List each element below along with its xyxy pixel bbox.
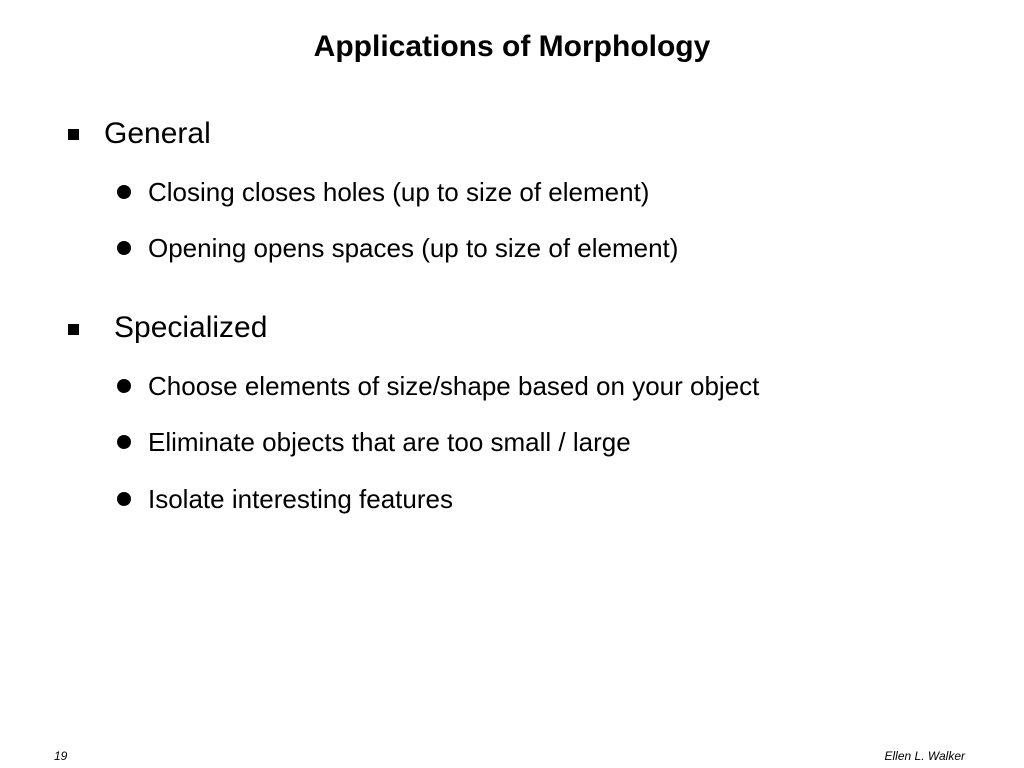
list-item [0,176,1024,210]
list-item [0,426,1024,460]
list-item [0,483,1024,517]
list-item [0,232,1024,266]
author-credit: Ellen L. Walker [884,749,965,763]
round-bullet-icon [117,185,131,199]
square-bullet-icon [68,324,79,335]
list-item-label: Closing closes holes (up to size of element) [148,177,650,207]
list-item-label: Choose elements of size/shape based on your object [148,371,760,401]
square-bullet-icon [68,129,79,140]
round-bullet-icon [117,492,131,506]
round-bullet-icon [117,379,131,393]
section-heading: Specialized [114,311,268,344]
list-item-label: Eliminate objects that are too small / large [148,427,631,457]
section-heading: General [104,117,211,150]
list-item-label: Opening opens spaces (up to size of element) [148,233,679,263]
round-bullet-icon [117,241,131,255]
list-item [0,370,1024,404]
round-bullet-icon [117,435,131,449]
slide-title: Applications of Morphology [313,30,711,63]
page-number: 19 [54,749,68,763]
list-item-label: Isolate interesting features [148,484,453,514]
